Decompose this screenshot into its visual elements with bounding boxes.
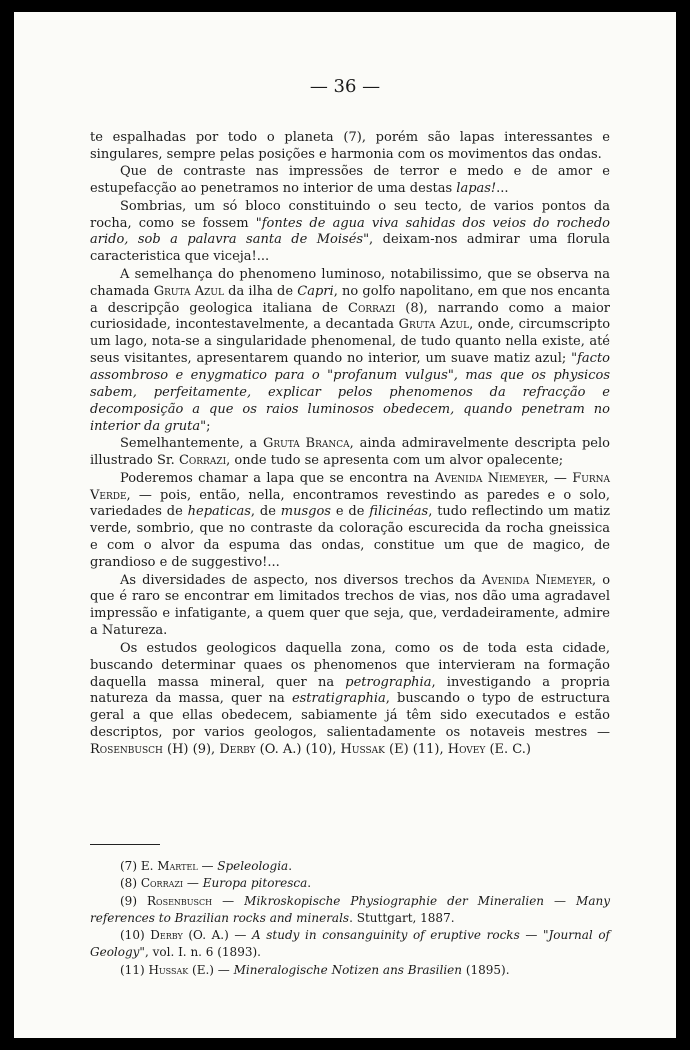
text-run: , — (544, 470, 573, 486)
journal-title: "Journal of Geology" (90, 928, 610, 960)
text-run: , onde, circumscripto um lago, nota-se a singularidade phenomenal, de tudo quanto nella existe, até seus visitantes, apresentarem quando no interior, um suave matiz azul; (90, 317, 611, 367)
author-name: Hussak (340, 742, 385, 758)
italic-text: hepaticas (187, 504, 251, 520)
text-run: (E. C.) (485, 742, 531, 758)
italic-text: estratigraphia (291, 691, 386, 707)
italic-text: filicinéas (369, 504, 429, 520)
footnote-11 (90, 962, 610, 979)
work-title: A study in consanguinity of eruptive rocks (252, 928, 520, 943)
text-run: Semelhantemente, a (120, 436, 263, 452)
text-run: Poderemos chamar a lapa que se encontra na (120, 470, 435, 486)
text-run: — (197, 859, 218, 873)
text-run: , no golfo napolitano, em que nos encanta a descripção geologica italiana de (90, 283, 611, 316)
text-run: , onde tudo se apresenta com um alvor opalecente; (226, 453, 564, 469)
author-name: Rosenbusch (147, 893, 213, 908)
footnote-8 (90, 875, 610, 892)
paragraph-3 (90, 199, 610, 267)
text-run: , de (250, 504, 281, 520)
text-run: (E) (11), (384, 742, 448, 758)
book-page (14, 12, 676, 1038)
text-run: Que de contraste nas impressões de terror e medo e de amor e estupefacção ao penetramos no interior de uma destas (90, 164, 610, 197)
place-name: Avenida Niemeyer (434, 470, 545, 486)
text-run: e de (330, 504, 370, 520)
text-run: (H) (9), (162, 742, 220, 758)
place-name: Avenida Niemeyer (481, 572, 593, 588)
text-run: ... (496, 181, 509, 197)
work-title: Europa pitoresca (202, 876, 308, 891)
footnote-number: (7) (120, 859, 141, 873)
text-run: Sombrias, um só bloco constituindo o seu tecto, de varios pontos da rocha, como se fossem (90, 198, 610, 231)
paragraph-1: te espalhadas por todo o planeta (7), porém são lapas interessantes e singulares, sempre pelas posições e harmonia com os movimentos das ondas. (90, 130, 610, 162)
author-name: Corrazi (140, 876, 184, 891)
text-run: — (519, 928, 543, 943)
author-name: Corrazi (348, 300, 396, 316)
author-name: Corrazi (178, 453, 227, 469)
text-run: , o que é raro se encontrar em limitados trechos de vias, nos dão uma agradavel impressão e infatigante, a quem quer que seja, que, verdadeiramente, admire a Natureza. (90, 572, 611, 639)
text-run: — (183, 876, 203, 891)
text-run: , buscando o typo de estructura geral a que ellas obedecem, sabiamente já têm sido executados e estão descriptos, por varios geologos, salientadamente os notaveis mestres — (90, 691, 610, 741)
text-run: , ainda admiravelmente descripta pelo illustrado Sr. (90, 436, 610, 469)
page-number: — 36 — (309, 76, 381, 97)
place-name: Gruta Azul (153, 283, 224, 299)
italic-text: musgos (280, 504, 331, 520)
paragraph-5 (90, 436, 610, 470)
footnotes (90, 858, 610, 979)
footnote-number: (10) (120, 928, 151, 943)
text-run: (E.) — (188, 962, 234, 977)
footnote-10 (90, 927, 610, 962)
text-run: . Stuttgart, 1887. (349, 910, 455, 925)
author-name: E. Martel (140, 859, 198, 873)
text-run: . (288, 859, 293, 873)
text-run: Os estudos geologicos daquella zona, como os de toda esta cidade, buscando determinar quaes os phenomenos que intervieram na formação daquella massa mineral, quer na (90, 640, 610, 690)
quotation: "facto assombroso e enygmatico para o "profanum vulgus", mas que os physicos sabem, perfeitamente, explicar pelos phenomenos da refracção e decomposição a que os raios luminosos obedecem, quando penetram no interior da gruta" (90, 351, 610, 434)
quotation: "fontes de agua viva sahidas dos veios do rochedo arido, sob a palavra santa de Moisés" (90, 215, 611, 248)
author-name: Derby (219, 742, 256, 758)
paragraph-7 (90, 573, 610, 641)
text-run: , investigando a propria natureza da massa, quer na (90, 674, 610, 707)
footnote-number: (11) (120, 962, 149, 977)
text-run: , — pois, então, nella, encontramos revestindo as paredes e o solo, variedades de (90, 487, 610, 520)
footnote-9 (90, 893, 610, 928)
author-name: Derby (150, 928, 183, 943)
place-name: Capri (297, 283, 334, 299)
footnote-7 (90, 858, 610, 875)
text-run: , deixam-nos admirar uma florula caracteristica que viceja!... (90, 232, 610, 265)
paragraph-4 (90, 267, 610, 436)
main-text (90, 130, 610, 760)
italic-text: petrographia (345, 674, 432, 690)
text-run: , vol. I. n. 6 (1893). (144, 945, 261, 960)
work-title: Mineralogische Notizen ans Brasilien (233, 962, 462, 977)
footnote-divider (90, 844, 160, 845)
text-run: — (212, 893, 245, 908)
text-run: As diversidades de aspecto, nos diversos trechos da (120, 572, 482, 588)
work-title: Mikroskopische Physiographie der Mineralien — Many references to Brazilian rocks and minerals (90, 893, 611, 925)
place-name: Furna Verde (90, 470, 610, 503)
text-run: (O. A.) (10), (255, 742, 341, 758)
text-run: (O. A.) — (182, 928, 252, 943)
place-name: Gruta Branca (262, 436, 350, 452)
author-name: Hovey (447, 742, 486, 758)
footnote-number: (8) (120, 876, 141, 891)
place-name: Gruta Azul (398, 317, 470, 333)
text-run: . (307, 876, 312, 891)
text-run: (8), narrando como a maior curiosidade, incontestavelmente, a decantada (90, 300, 610, 333)
text-run: ; (206, 418, 211, 434)
paragraph-2 (90, 164, 610, 198)
text-run: (1895). (462, 962, 510, 977)
text-run: da ilha de (223, 283, 298, 299)
footnote-number: (9) (120, 893, 148, 908)
author-name: Hussak (148, 962, 189, 977)
work-title: Speleologia (217, 859, 289, 873)
text-run: A semelhança do phenomeno luminoso, notabilissimo, que se observa na chamada (90, 266, 610, 299)
paragraph-8 (90, 641, 610, 759)
text-run: , tudo reflectindo um matiz verde, sombrio, que no contraste da coloração escurecida da rocha gneissica e com o alvor da espuma das ondas, constitue um que de magico, de grandioso e de suggestivo!... (90, 504, 610, 571)
author-name: Rosenbusch (90, 742, 163, 758)
paragraph-6 (90, 471, 610, 572)
italic-text: lapas! (456, 181, 497, 197)
